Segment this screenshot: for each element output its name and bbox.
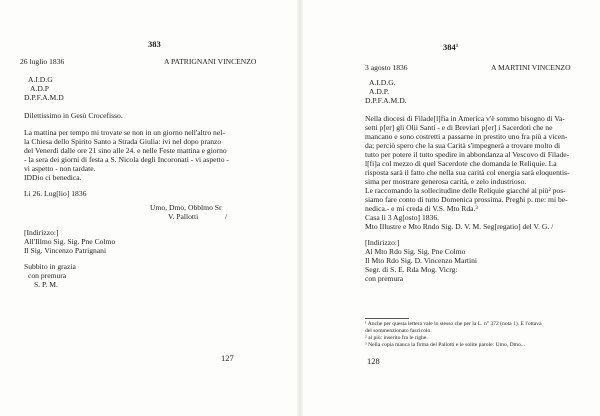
left-body-line: del Venerdì dalle ore 21 sino alle 24. e nelle Feste mattina e giorno	[24, 146, 227, 155]
right-header-footnote-mark: 1	[455, 44, 459, 49]
footnote-rule	[365, 318, 409, 319]
footnote: ³ Nella copia manca la firma del Pallotti e le solite parole: Umo, Dmo...	[365, 342, 525, 348]
right-address-line: [Indirizzo:]	[365, 238, 400, 247]
right-body-line: tutto per potere il tutto spedire in abbondanza al Vescovo di Filade-	[365, 150, 570, 159]
right-address-line: Segr. di S. E. Rda Mog. Vicrg:	[365, 265, 458, 274]
right-place-date: Casa li 3 Ag[osto] 1836.	[365, 213, 440, 222]
left-body-line: - la sera dei giorni di festa a S. Nicola degli Incoronati - vi aspetto -	[24, 155, 229, 164]
right-body-line: nedica.- e mi creda di V.S. Mto Rda.³	[365, 204, 478, 213]
left-opening-line: A.D.P	[30, 84, 49, 93]
right-header-number	[443, 42, 458, 52]
left-place-date: Li 26. Lug[lio] 1836	[24, 189, 87, 198]
footnote: del sommenzionato fascicolo.	[365, 328, 432, 334]
left-address-line: Il Sig. Vincenzo Patrignani	[24, 246, 107, 255]
right-body-line: sima per mostrare generosa carità, e zelo industrioso.	[365, 177, 527, 186]
right-body-line: siamo fare conto di tutto Domenica prossima. Preghi p. me: mi be-	[365, 195, 568, 204]
right-page	[303, 0, 600, 416]
right-opening-line: A.D.P.	[369, 87, 390, 96]
left-address-line: [Indirizzo:]	[24, 228, 59, 237]
left-signature-mark: /	[225, 212, 228, 221]
left-opening-line: D.P.F.A.M.D	[24, 93, 64, 102]
right-footer-number: 128	[367, 356, 380, 366]
left-postscript-line: Subbito in grazia	[24, 262, 76, 271]
right-body-line: mancano e sono costretti a passarne in prestito uno fra più a vicen-	[365, 132, 568, 141]
left-footer-number: 127	[221, 353, 234, 363]
left-postscript-line: S. P. M.	[34, 280, 58, 289]
right-header-number-text: 384	[443, 42, 456, 52]
left-body-line: IDDio ci benedica.	[24, 173, 82, 182]
right-body-line: risposta sarà il fatto che nella sua carità col energia sarà eloquentis-	[365, 168, 570, 177]
left-body-line: la Chiesa dello Spirito Santo a Strada Giulia: ivi nel dopo pranzo	[24, 137, 222, 146]
left-page	[0, 0, 297, 416]
right-body-line: da; perciò spero che la sua Carità s'impegnerà a trovare molto di	[365, 141, 561, 150]
right-recipient: A MARTINI VINCENZO	[491, 63, 571, 72]
footnote: ¹ Anche per questa lettera vale lo stesso che per la L. n° 372 (nota 1). E l'ottava	[365, 321, 542, 327]
right-body-line: Le raccomando la sollecitudine delle Reliquie giacché al più² pos-	[365, 186, 566, 195]
left-body-line: La mattina per tempo mi trovate se non in un giorno nell'altro nel-	[24, 128, 225, 137]
right-body-line: setti p[er] gli Olii Santi - e di Breviari p[er] i Sacerdoti che ne	[365, 123, 553, 132]
left-body-line: vi aspetto - non tardate.	[24, 164, 96, 173]
right-closing: Mto Illustre e Mto Rndo Sig. D. V. M. Seg[regatio] del V. G. /	[365, 222, 554, 231]
left-date: 26 luglio 1836	[20, 57, 65, 66]
right-body-line: l[fi]a col mezzo di quel Sacerdote che domanda le Reliquie. La	[365, 159, 557, 168]
footnote: ² al più: inserito fra le righe.	[365, 335, 428, 341]
left-salutation: Dilettissimo in Gesù Crocefisso.	[24, 111, 123, 120]
left-opening-line: A.I.D.G	[28, 75, 53, 84]
right-date: 3 agosto 1836	[365, 63, 408, 72]
left-signature-closing: Umo, Dmo, Obblmo Sr	[150, 203, 222, 212]
left-postscript-line: con premura	[28, 271, 67, 280]
left-address-line: All'Illmo Sig. Sig. Pne Colmo	[24, 237, 116, 246]
left-signature-name: V. Pallotti	[168, 212, 199, 221]
right-address-line: Il Mto Rdo Sig. D. Vincenzo Martini	[365, 256, 478, 265]
right-body-line: Nella diocesi di Filade[l]fia in America v'è sommo bisogno di Va-	[365, 114, 565, 123]
right-address-line: Al Mto Rdo Sig. Sig. Pne Colmo	[365, 247, 466, 256]
right-opening-line: D.P.F.A.M.D.	[365, 96, 407, 105]
left-header-number: 383	[148, 39, 161, 49]
right-address-line: con premura	[365, 274, 404, 283]
right-opening-line: A.I.D.G.	[369, 78, 396, 87]
left-recipient: A PATRIGNANI VINCENZO	[164, 57, 257, 66]
